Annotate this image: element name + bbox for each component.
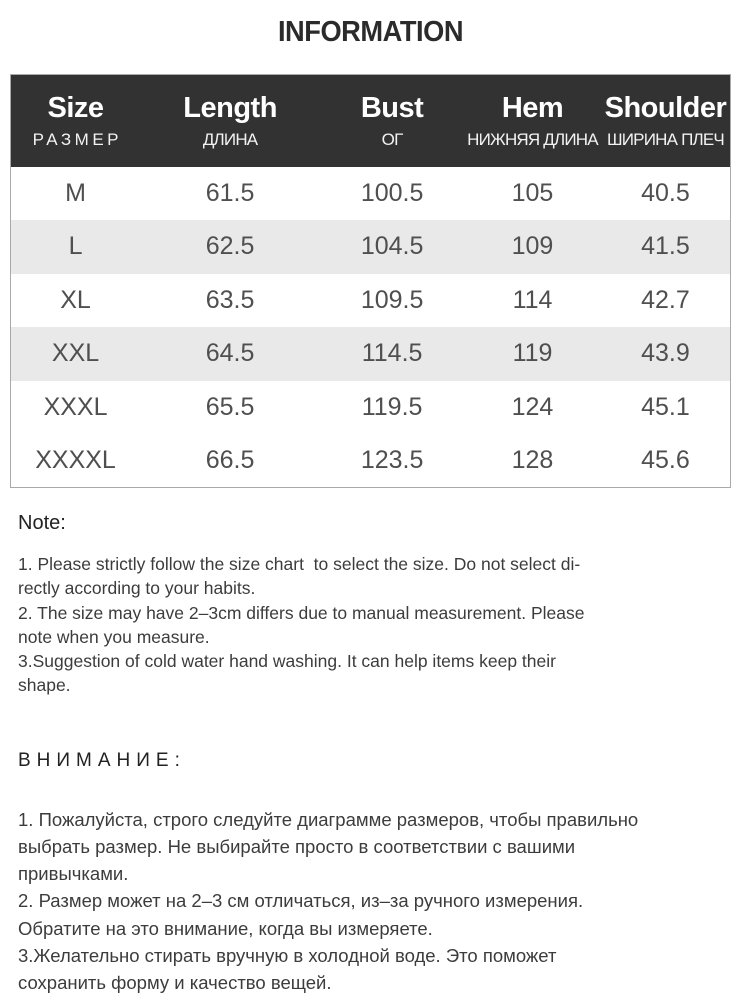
size-row-xxxl: [11, 381, 731, 435]
column-header-shoulder: [601, 75, 731, 167]
note-section-russian: [18, 750, 721, 996]
column-label-ru: РАЗМЕР: [32, 130, 123, 150]
column-label-en: Shoulder: [604, 92, 727, 125]
column-label-en: Hem: [501, 92, 564, 125]
column-label-ru: ДЛИНА: [202, 130, 258, 150]
page-title: INFORMATION: [277, 16, 464, 48]
attention-line: 3.Желательно стирать вручную в холодной воде. Это поможет: [18, 944, 557, 966]
measurement-value: 41.5: [641, 232, 690, 261]
size-label: L: [68, 232, 83, 261]
column-header-hem: [464, 75, 601, 167]
measurement-value: 109.5: [360, 285, 424, 314]
measurement-value: 100.5: [360, 178, 424, 207]
size-row-xl: [11, 274, 731, 328]
measurement-value: 45.6: [641, 446, 690, 474]
column-label-ru: ОГ: [381, 130, 403, 150]
column-label-ru: НИЖНЯЯ ДЛИНА: [467, 130, 598, 150]
size-label: XXXL: [43, 392, 108, 421]
size-label: M: [65, 178, 86, 207]
measurement-value: 114.5: [361, 339, 423, 368]
measurement-value: 123.5: [360, 446, 424, 474]
column-header-bust: [320, 75, 464, 167]
measurement-value: 43.9: [641, 339, 690, 368]
size-info-page: [0, 16, 741, 1004]
attention-line: сохранить форму и качество вещей.: [18, 972, 332, 993]
note-section-english: [18, 512, 721, 698]
attention-heading: ВНИМАНИЕ:: [18, 749, 186, 771]
measurement-value: 124: [511, 392, 554, 421]
measurement-value: 119: [512, 339, 553, 368]
note-line: 2. The size may have 2–3cm differs due to manual measurement. Please: [18, 602, 585, 623]
measurement-value: 63.5: [205, 285, 255, 314]
note-line: note when you measure.: [18, 626, 210, 647]
size-table-body: [11, 167, 731, 488]
column-label-ru: ШИРИНА ПЛЕЧ: [606, 130, 724, 150]
note-line: rectly according to your habits.: [18, 578, 256, 599]
size-row-xxxxl: [11, 434, 731, 488]
note-line: shape.: [18, 675, 71, 696]
column-label-en: Length: [183, 92, 277, 125]
measurement-value: 119.5: [361, 392, 423, 421]
measurement-value: 64.5: [205, 339, 255, 368]
measurement-value: 104.5: [360, 232, 424, 261]
note-line: 1. Please strictly follow the size chart to select the size. Do not select di-: [18, 554, 581, 574]
attention-line: 2. Размер может на 2–3 см отличаться, из–за ручного измерения.: [18, 890, 584, 912]
measurement-value: 42.7: [641, 285, 690, 314]
attention-line: 1. Пожалуйста, строго следуйте диаграмме размеров, чтобы правильно: [18, 808, 639, 830]
size-chart-table: [10, 74, 731, 488]
measurement-value: 105: [511, 178, 554, 207]
size-table-header: [11, 75, 731, 167]
size-row-m: [11, 167, 731, 221]
attention-line: привычками.: [18, 863, 129, 885]
measurement-value: 66.5: [205, 446, 255, 474]
measurement-value: 109: [511, 232, 554, 261]
attention-text-block: [18, 806, 721, 996]
note-heading: Note:: [18, 512, 66, 534]
size-row-l: [11, 220, 731, 274]
column-label-en: Bust: [360, 92, 424, 125]
size-label: XXL: [51, 339, 100, 368]
column-header-size: [11, 75, 141, 167]
measurement-value: 40.5: [641, 178, 690, 207]
size-row-xxl: [11, 327, 731, 381]
measurement-value: 65.5: [205, 392, 255, 421]
column-label-en: Size: [47, 92, 104, 125]
size-label: XXXXL: [35, 446, 116, 474]
note-text-block: [18, 552, 721, 698]
size-label: XL: [60, 285, 91, 314]
measurement-value: 128: [511, 446, 554, 474]
attention-line: выбрать размер. Не выбирайте просто в соответствии с вашими: [18, 835, 576, 857]
attention-line: Обратите на это внимание, когда вы измеряете.: [18, 917, 433, 939]
header-row: [11, 75, 731, 167]
note-line: 3.Suggestion of cold water hand washing. It can help items keep their: [18, 651, 556, 672]
measurement-value: 114: [512, 285, 553, 314]
measurement-value: 61.5: [205, 178, 255, 207]
measurement-value: 62.5: [205, 232, 255, 261]
column-header-length: [140, 75, 320, 167]
measurement-value: 45.1: [641, 392, 690, 421]
